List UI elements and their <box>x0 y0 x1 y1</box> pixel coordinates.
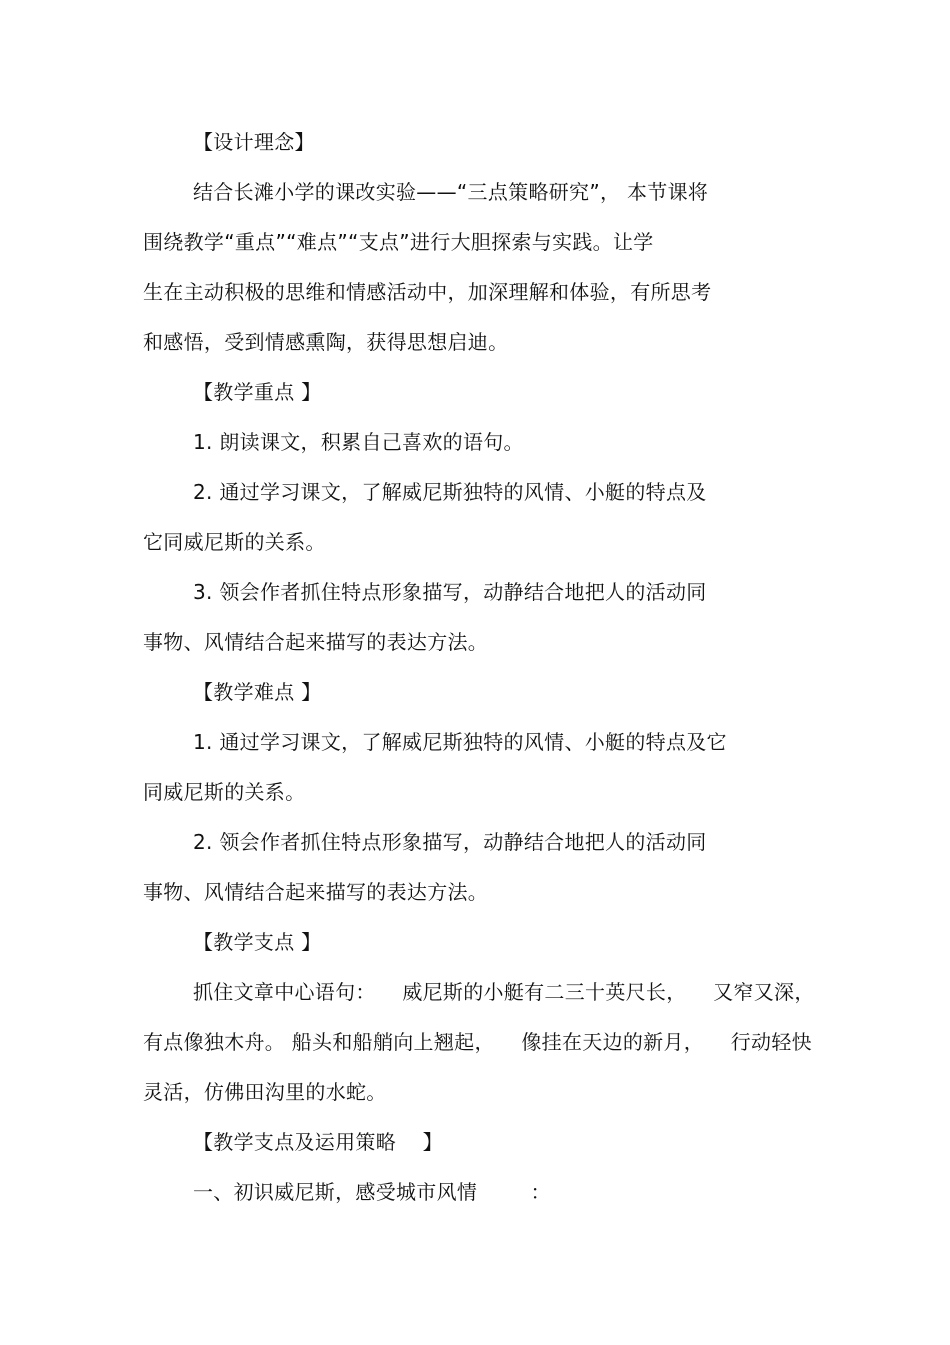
list-item-continuation: 事物、风情结合起来描写的表达方法。 <box>143 630 489 654</box>
list-item: 2. 通过学习课文，了解威尼斯独特的风情、小艇的特点及 <box>193 480 707 504</box>
paragraph-line: 和感悟，受到情感熏陶，获得思想启迪。 <box>143 330 509 354</box>
list-item-continuation: 它同威尼斯的关系。 <box>143 530 326 554</box>
list-item-continuation: 同威尼斯的关系。 <box>143 780 306 804</box>
list-item-continuation: 事物、风情结合起来描写的表达方法。 <box>143 880 489 904</box>
section-heading-fulcrum: 【教学支点 】 <box>193 930 322 954</box>
paragraph-line: 抓住文章中心语句： 威尼斯的小艇有二三十英尺长， 又窄又深， <box>193 980 815 1004</box>
paragraph-line: 结合长滩小学的课改实验——“三点策略研究”， 本节课将 <box>193 180 709 204</box>
list-item: 1. 通过学习课文，了解威尼斯独特的风情、小艇的特点及它 <box>193 730 727 754</box>
section-heading-strategy: 【教学支点及运用策略 】 <box>193 1130 443 1154</box>
paragraph-line: 灵活，仿佛田沟里的水蛇。 <box>143 1080 387 1104</box>
list-item: 2. 领会作者抓住特点形象描写，动静结合地把人的活动同 <box>193 830 707 854</box>
section-heading-key-points: 【教学重点 】 <box>193 380 322 404</box>
list-item: 3. 领会作者抓住特点形象描写，动静结合地把人的活动同 <box>193 580 707 604</box>
paragraph-line: 有点像独木舟。 船头和船艄向上翘起， 像挂在天边的新月， 行动轻快 <box>143 1030 812 1054</box>
section-heading-difficulties: 【教学难点 】 <box>193 680 322 704</box>
subsection-heading: 一、初识威尼斯，感受城市风情 ： <box>193 1180 551 1204</box>
section-heading-design-concept: 【设计理念】 <box>193 130 315 154</box>
paragraph-line: 生在主动积极的思维和情感活动中，加深理解和体验，有所思考 <box>143 280 712 304</box>
paragraph-line: 围绕教学“重点”“难点”“支点”进行大胆探索与实践。让学 <box>143 230 654 254</box>
list-item: 1. 朗读课文，积累自己喜欢的语句。 <box>193 430 524 454</box>
